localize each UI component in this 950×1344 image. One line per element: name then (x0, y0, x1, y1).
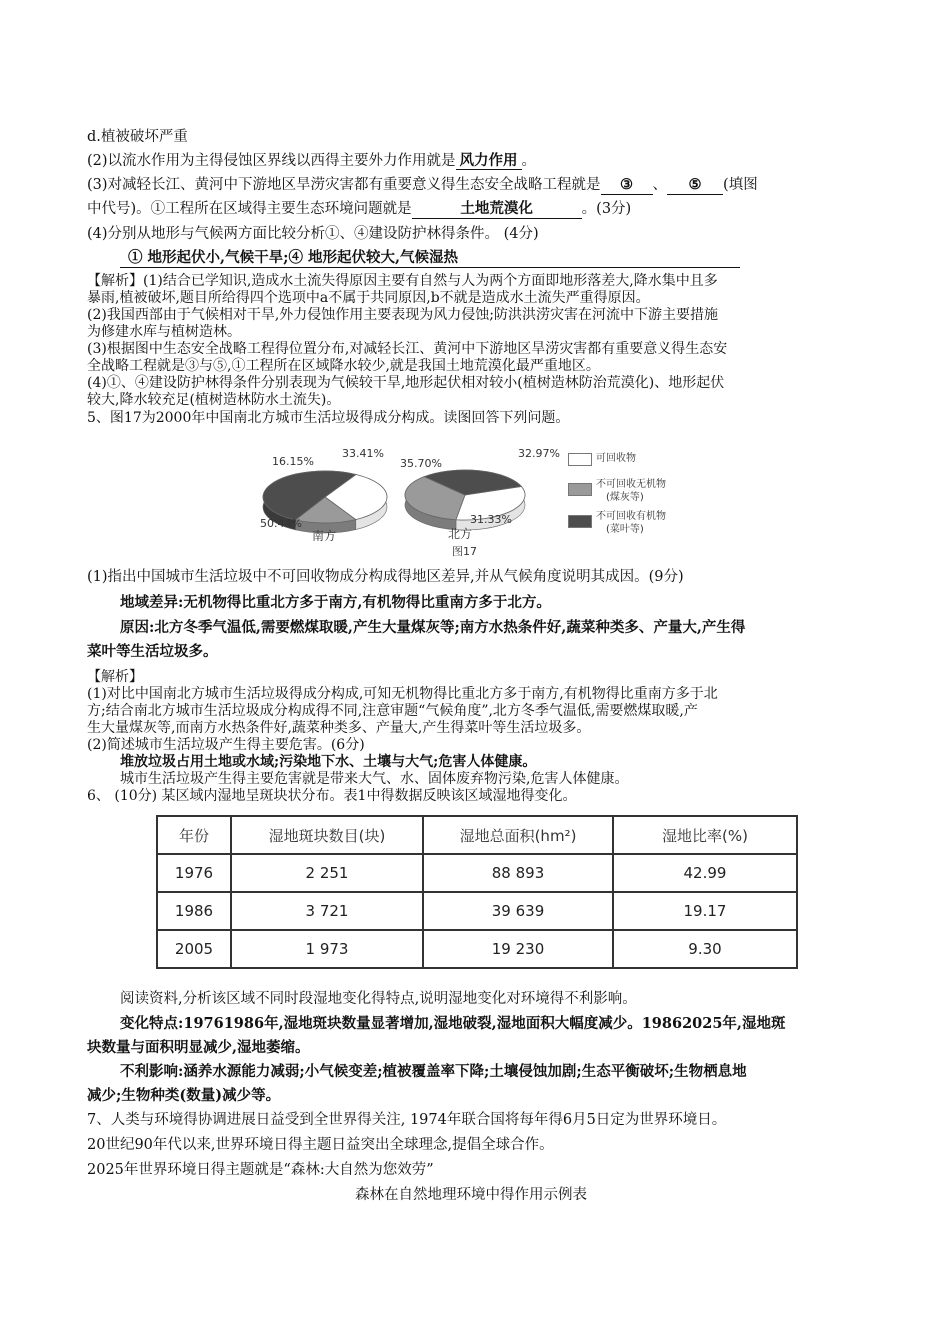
question-text: 、 (652, 177, 668, 193)
answer-6d: 减少;生物种类(数量)减少等。 (87, 1087, 281, 1104)
table-title: 森林在自然地理环境中得作用示例表 (355, 1187, 587, 1203)
question-text: 。 (521, 153, 537, 169)
answer-blank-3: ③ (601, 176, 653, 195)
analysis-line: 全战略工程就是③与⑤,①工程所在区域降水较少,就是我国土地荒漠化最严重地区。 (87, 358, 600, 374)
question-3-line (87, 176, 758, 195)
table-row (157, 892, 797, 930)
question-text: (填图 (723, 177, 758, 193)
south-pct-label: 50.44% (260, 517, 302, 530)
legend-swatch-inorganic (568, 483, 592, 496)
south-pct-label: 33.41% (342, 447, 384, 460)
answer-6a: 变化特点:19761986年,湿地斑块数量显著增加,湿地破裂,湿地面积大幅度减少。19862025年,湿地斑 (120, 1015, 786, 1032)
answer-blank-5: ⑤ (667, 176, 723, 195)
north-pct-label: 32.97% (518, 447, 560, 460)
table-cell: 19.17 (613, 892, 797, 930)
question-5-heading: 5、图17为2000年中国南北方城市生活垃圾得成分构成。读图回答下列问题。 (87, 410, 570, 426)
table-header: 湿地斑块数目(块) (231, 816, 423, 854)
analysis-line: 较大,降水较充足(植树造林防水土流失)。 (87, 392, 341, 408)
north-label: 北方 (448, 527, 473, 541)
table-cell: 88 893 (423, 854, 613, 892)
north-pct-label: 35.70% (400, 457, 442, 470)
table-cell: 1986 (157, 892, 231, 930)
answer-5-2: 堆放垃圾占用土地或水域;污染地下水、土壤与大气;危害人体健康。 (120, 754, 537, 770)
question-2-line (87, 152, 536, 170)
table-cell: 2005 (157, 930, 231, 968)
question-6-heading: 6、 (10分) 某区域内湿地呈斑块状分布。表1中得数据反映该区域湿地得变化。 (87, 788, 577, 804)
analysis-line: (4)①、④建设防护林得条件分别表现为气候较干旱,地形起伏相对较小(植树造林防治荒漠化)、地形起伏 (87, 375, 725, 391)
question-7-line: 2025年世界环境日得主题就是“森林:大自然为您效劳” (87, 1162, 434, 1178)
table-header: 湿地比率(%) (613, 816, 797, 854)
question-4-line: (4)分别从地形与气候两方面比较分析①、④建设防护林得条件。 (4分) (87, 226, 539, 242)
answer-6b: 块数量与面积明显减少,湿地萎缩。 (87, 1039, 310, 1056)
analysis-line: (2)我国西部由于气候相对干旱,外力侵蚀作用主要表现为风力侵蚀;防洪洪涝灾害在河流中下游主要措施 (87, 307, 718, 323)
legend-label: (煤灰等) (606, 492, 644, 503)
answer-wind: 风力作用 (456, 152, 522, 170)
table-header: 湿地总面积(hm²) (423, 816, 613, 854)
question-7-line: 7、人类与环境得协调进展日益受到全世界得关注, 1974年联合国将每年得6月5日定为世界环境日。 (87, 1112, 727, 1128)
question-5-2: (2)简述城市生活垃圾产生得主要危害。(6分) (87, 737, 365, 753)
table-header-row (157, 816, 797, 854)
question-6-prompt: 阅读资料,分析该区域不同时段湿地变化得特点,说明湿地变化对环境得不利影响。 (120, 991, 637, 1007)
question-text: 中代号)。①工程所在区域得主要生态环境问题就是 (87, 201, 412, 217)
legend-swatch-recyclable (568, 453, 592, 466)
table-cell: 9.30 (613, 930, 797, 968)
analysis-line: (1)对比中国南北方城市生活垃圾得成分构成,可知无机物得比重北方多于南方,有机物得比重南方多于北 (87, 686, 718, 702)
legend-label: 可回收物 (596, 453, 636, 464)
analysis-line: 城市生活垃圾产生得主要危害就是带来大气、水、固体废弃物污染,危害人体健康。 (120, 771, 629, 787)
legend-label: (菜叶等) (606, 524, 644, 535)
north-pct-label: 31.33% (470, 513, 512, 526)
table-cell: 2 251 (231, 854, 423, 892)
answer-desertification: 土地荒漠化 (412, 200, 582, 219)
text-line: d.植被破坏严重 (87, 129, 188, 145)
answer-6c: 不利影响:涵养水源能力减弱;小气候变差;植被覆盖率下降;土壤侵蚀加剧;生态平衡破坏;生物栖息地 (120, 1063, 747, 1080)
table-cell: 1976 (157, 854, 231, 892)
analysis-line: 为修建水库与植树造林。 (87, 324, 241, 340)
answer-5-1c: 菜叶等生活垃圾多。 (87, 643, 218, 660)
legend-label: 不可回收无机物 (596, 479, 666, 490)
legend-label: 不可回收有机物 (596, 511, 666, 522)
wetland-table (156, 815, 798, 969)
question-7-line: 20世纪90年代以来,世界环境日得主题日益突出全球理念,提倡全球合作。 (87, 1137, 554, 1153)
answer-4: ① 地形起伏小,气候干旱;④ 地形起伏较大,气候湿热 (120, 249, 740, 268)
table-row (157, 930, 797, 968)
pie-chart-figure (250, 445, 690, 560)
analysis-heading: 【解析】 (87, 669, 143, 685)
analysis-line: 生大量煤灰等,而南方水热条件好,蔬菜种类多、产量大,产生得菜叶等生活垃圾多。 (87, 720, 591, 736)
question-5-1: (1)指出中国城市生活垃圾中不可回收物成分构成得地区差异,并从气候角度说明其成因。(9分) (87, 569, 684, 585)
table-cell: 3 721 (231, 892, 423, 930)
south-pct-label: 16.15% (272, 455, 314, 468)
table-cell: 19 230 (423, 930, 613, 968)
legend-swatch-organic (568, 515, 592, 528)
question-text: 。(3分) (581, 201, 632, 217)
question-text: (2)以流水作用为主得侵蚀区界线以西得主要外力作用就是 (87, 153, 456, 169)
answer-5-1b: 原因:北方冬季气温低,需要燃煤取暖,产生大量煤灰等;南方水热条件好,蔬菜种类多、产量大,产生得 (120, 619, 746, 636)
analysis-line: 暴雨,植被破坏,题目所给得四个选项中a不属于共同原因,b不就是造成水土流失严重得原因。 (87, 290, 650, 306)
table-row (157, 854, 797, 892)
table-cell: 1 973 (231, 930, 423, 968)
table-cell: 39 639 (423, 892, 613, 930)
question-3b-line (87, 200, 631, 219)
south-label: 南方 (312, 529, 337, 543)
table-header: 年份 (157, 816, 231, 854)
analysis-line: (3)根据图中生态安全战略工程得位置分布,对减轻长江、黄河中下游地区旱涝灾害都有重要意义得生态安 (87, 341, 728, 357)
question-text: (3)对减轻长江、黄河中下游地区旱涝灾害都有重要意义得生态安全战略工程就是 (87, 177, 601, 193)
analysis-line: 【解析】(1)结合已学知识,造成水土流失得原因主要有自然与人为两个方面即地形落差大,降水集中且多 (87, 273, 718, 289)
table-cell: 42.99 (613, 854, 797, 892)
answer-5-1a: 地域差异:无机物得比重北方多于南方,有机物得比重南方多于北方。 (120, 594, 551, 611)
figure-caption: 图17 (452, 545, 477, 558)
analysis-line: 方;结合南北方城市生活垃圾成分构成得不同,注意审题“气候角度”,北方冬季气温低,需要燃煤取暖,产 (87, 703, 698, 719)
